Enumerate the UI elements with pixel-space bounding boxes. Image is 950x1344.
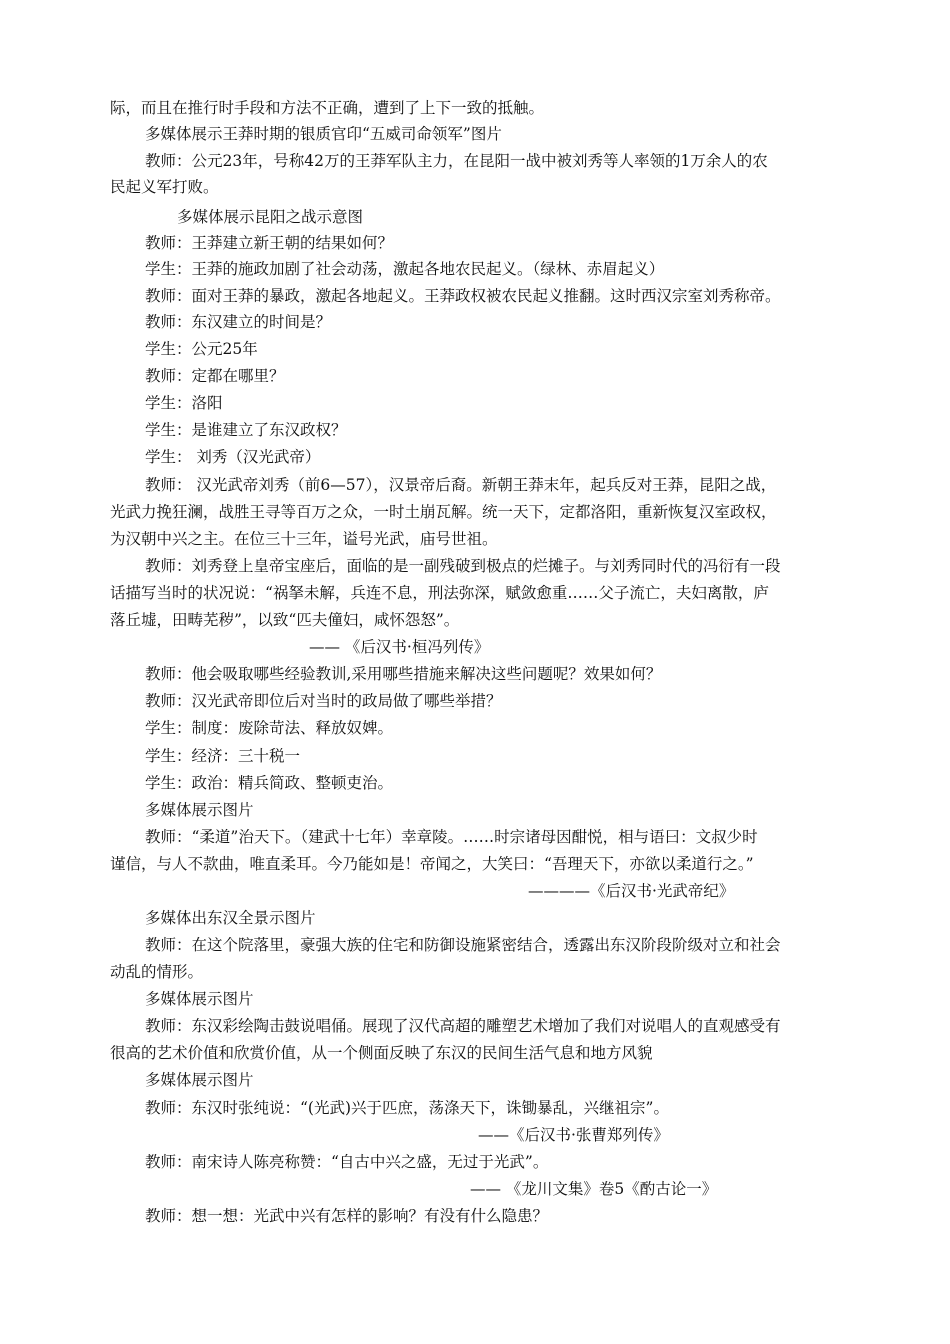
teacher-line: 教师：汉光武帝即位后对当时的政局做了哪些举措？	[145, 692, 502, 710]
multimedia-note: 多媒体展示图片	[145, 1071, 254, 1089]
citation: ——《后汉书·张曹郑列传》	[478, 1126, 669, 1144]
student-line: 学生：制度：废除苛法、释放奴婢。	[145, 719, 394, 737]
student-line: 学生：王莽的施政加剧了社会动荡，激起各地农民起义。（绿林、赤眉起义）	[145, 260, 665, 278]
teacher-line: 教师：东汉建立的时间是？	[145, 313, 332, 331]
multimedia-note: 多媒体展示图片	[145, 990, 254, 1008]
text-line: 为汉朝中兴之主。在位三十三年，谥号光武，庙号世祖。	[110, 530, 498, 548]
teacher-line: 教师：定都在哪里？	[145, 367, 285, 385]
text-line: 际，而且在推行时手段和方法不正确，遭到了上下一致的抵触。	[110, 99, 545, 117]
teacher-line: 教师：南宋诗人陈亮称赞：“自古中兴之盛，无过于光武”。	[145, 1153, 549, 1171]
multimedia-note: 多媒体展示王莽时期的银质官印“五威司命领军”图片	[145, 125, 502, 143]
student-line: 学生：洛阳	[145, 394, 223, 412]
teacher-line: 教师：他会吸取哪些经验教训,采用哪些措施来解决这些问题呢？效果如何？	[145, 665, 662, 683]
teacher-line: 教师：“柔道”治天下。（建武十七年）幸章陵。……时宗诸母因酣悦，相与语曰：文叔少时	[145, 828, 758, 846]
student-line: 学生： 刘秀（汉光武帝）	[145, 448, 321, 466]
text-line: 谨信，与人不款曲，唯直柔耳。今乃能如是！帝闻之，大笑曰：“吾理天下，亦欲以柔道行之。”	[110, 855, 754, 873]
multimedia-note: 多媒体展示图片	[145, 801, 254, 819]
teacher-line: 教师：东汉彩绘陶击鼓说唱俑。展现了汉代高超的雕塑艺术增加了我们对说唱人的直观感受有	[145, 1017, 781, 1035]
student-line: 学生：是谁建立了东汉政权？	[145, 421, 347, 439]
student-line: 学生：政治：精兵简政、整顿吏治。	[145, 774, 394, 792]
teacher-line: 教师：面对王莽的暴政，激起各地起义。王莽政权被农民起义推翻。这时西汉宗室刘秀称帝。	[145, 287, 781, 305]
text-line: 话描写当时的状况说：“祸拏未解，兵连不息，刑法弥深，赋敛愈重……父子流亡，夫妇离散，庐	[110, 584, 769, 602]
multimedia-note: 多媒体出东汉全景示图片	[145, 909, 316, 927]
citation: ————《后汉书·光武帝纪》	[528, 882, 735, 900]
text-line: 民起义军打败。	[110, 178, 219, 196]
teacher-line: 教师：公元23年，号称42万的王莽军队主力，在昆阳一战中被刘秀等人率领的1万余人的农	[145, 152, 768, 170]
citation: —— 《后汉书·桓冯列传》	[309, 638, 490, 656]
student-line: 学生：公元25年	[145, 340, 258, 358]
teacher-line: 教师：王莽建立新王朝的结果如何？	[145, 234, 394, 252]
teacher-line: 教师：刘秀登上皇帝宝座后，面临的是一副残破到极点的烂摊子。与刘秀同时代的冯衍有一段	[145, 557, 781, 575]
text-line: 动乱的情形。	[110, 963, 204, 981]
student-line: 学生：经济：三十税一	[145, 747, 301, 765]
text-line: 光武力挽狂澜，战胜王寻等百万之众，一时土崩瓦解。统一天下，定都洛阳，重新恢复汉室政权，	[110, 503, 777, 521]
text-line: 很高的艺术价值和欣赏价值，从一个侧面反映了东汉的民间生活气息和地方风貌	[110, 1044, 653, 1062]
teacher-line: 教师：东汉时张纯说：“(光武)兴于匹庶，荡涤天下，诛锄暴乱，兴继祖宗”。	[145, 1099, 669, 1117]
citation: —— 《龙川文集》卷5《酌古论一》	[470, 1180, 718, 1198]
teacher-line: 教师： 汉光武帝刘秀（前6—57），汉景帝后裔。新朝王莽末年，起兵反对王莽，昆阳之战，	[145, 476, 777, 494]
teacher-line: 教师：想一想：光武中兴有怎样的影响？有没有什么隐患？	[145, 1207, 549, 1225]
teacher-line: 教师：在这个院落里，豪强大族的住宅和防御设施紧密结合，透露出东汉阶段阶级对立和社会	[145, 936, 781, 954]
text-line: 落丘墟，田畴芜秽”，以致“匹夫僮妇，咸怀怨怒”。	[110, 611, 460, 629]
multimedia-note: 多媒体展示昆阳之战示意图	[177, 208, 364, 226]
